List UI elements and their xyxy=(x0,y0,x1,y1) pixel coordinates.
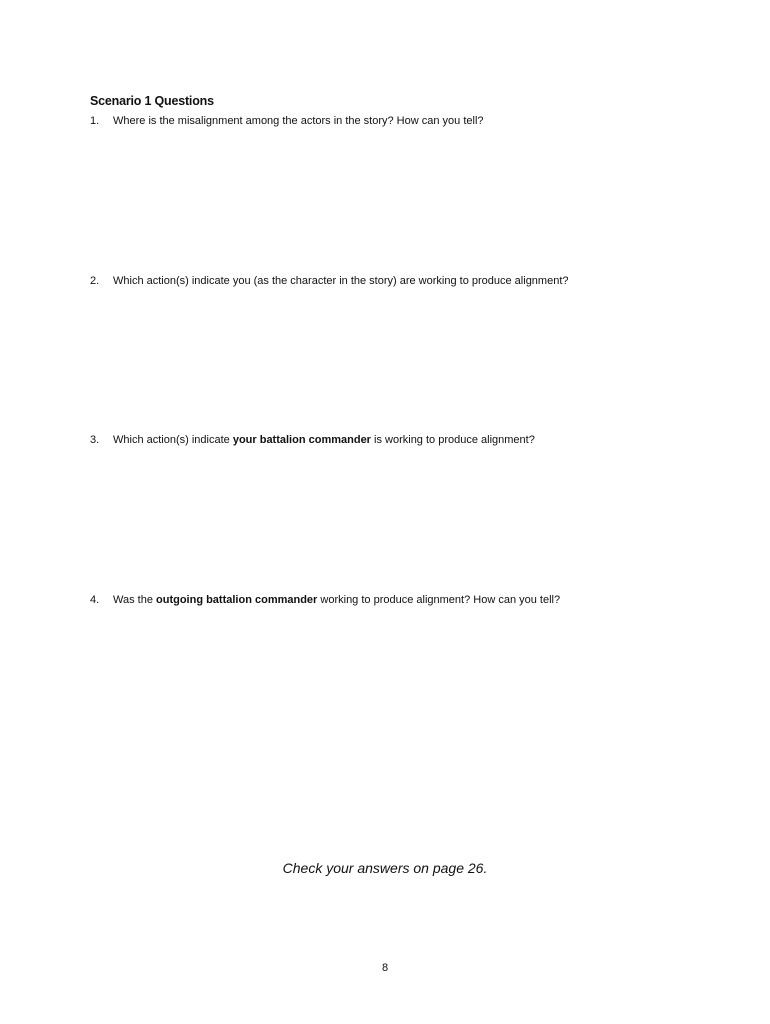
question-text-before: Was the xyxy=(113,594,156,606)
question-number: 1. xyxy=(90,115,100,127)
answer-reference-note: Check your answers on page 26. xyxy=(282,860,488,876)
question-number: 3. xyxy=(90,434,100,446)
question-text: Where is the misalignment among the actors in the story? How can you tell? xyxy=(113,115,484,127)
page-number: 8 xyxy=(381,962,389,974)
question-1 xyxy=(90,114,710,128)
question-number: 4. xyxy=(90,594,100,606)
question-2 xyxy=(90,274,710,288)
question-text-bold: your battalion commander xyxy=(232,434,371,446)
question-text-bold: outgoing battalion commander xyxy=(156,594,318,606)
question-text: Which action(s) indicate you (as the character in the story) are working to produce alignment? xyxy=(113,275,569,287)
question-number: 2. xyxy=(90,275,100,287)
question-text-after: working to produce alignment? How can you tell? xyxy=(317,594,561,606)
question-4 xyxy=(90,593,710,607)
question-3 xyxy=(90,433,710,447)
question-text-before: Which action(s) indicate xyxy=(113,434,233,446)
section-heading: Scenario 1 Questions xyxy=(90,94,214,108)
question-text-after: is working to produce alignment? xyxy=(370,434,535,446)
